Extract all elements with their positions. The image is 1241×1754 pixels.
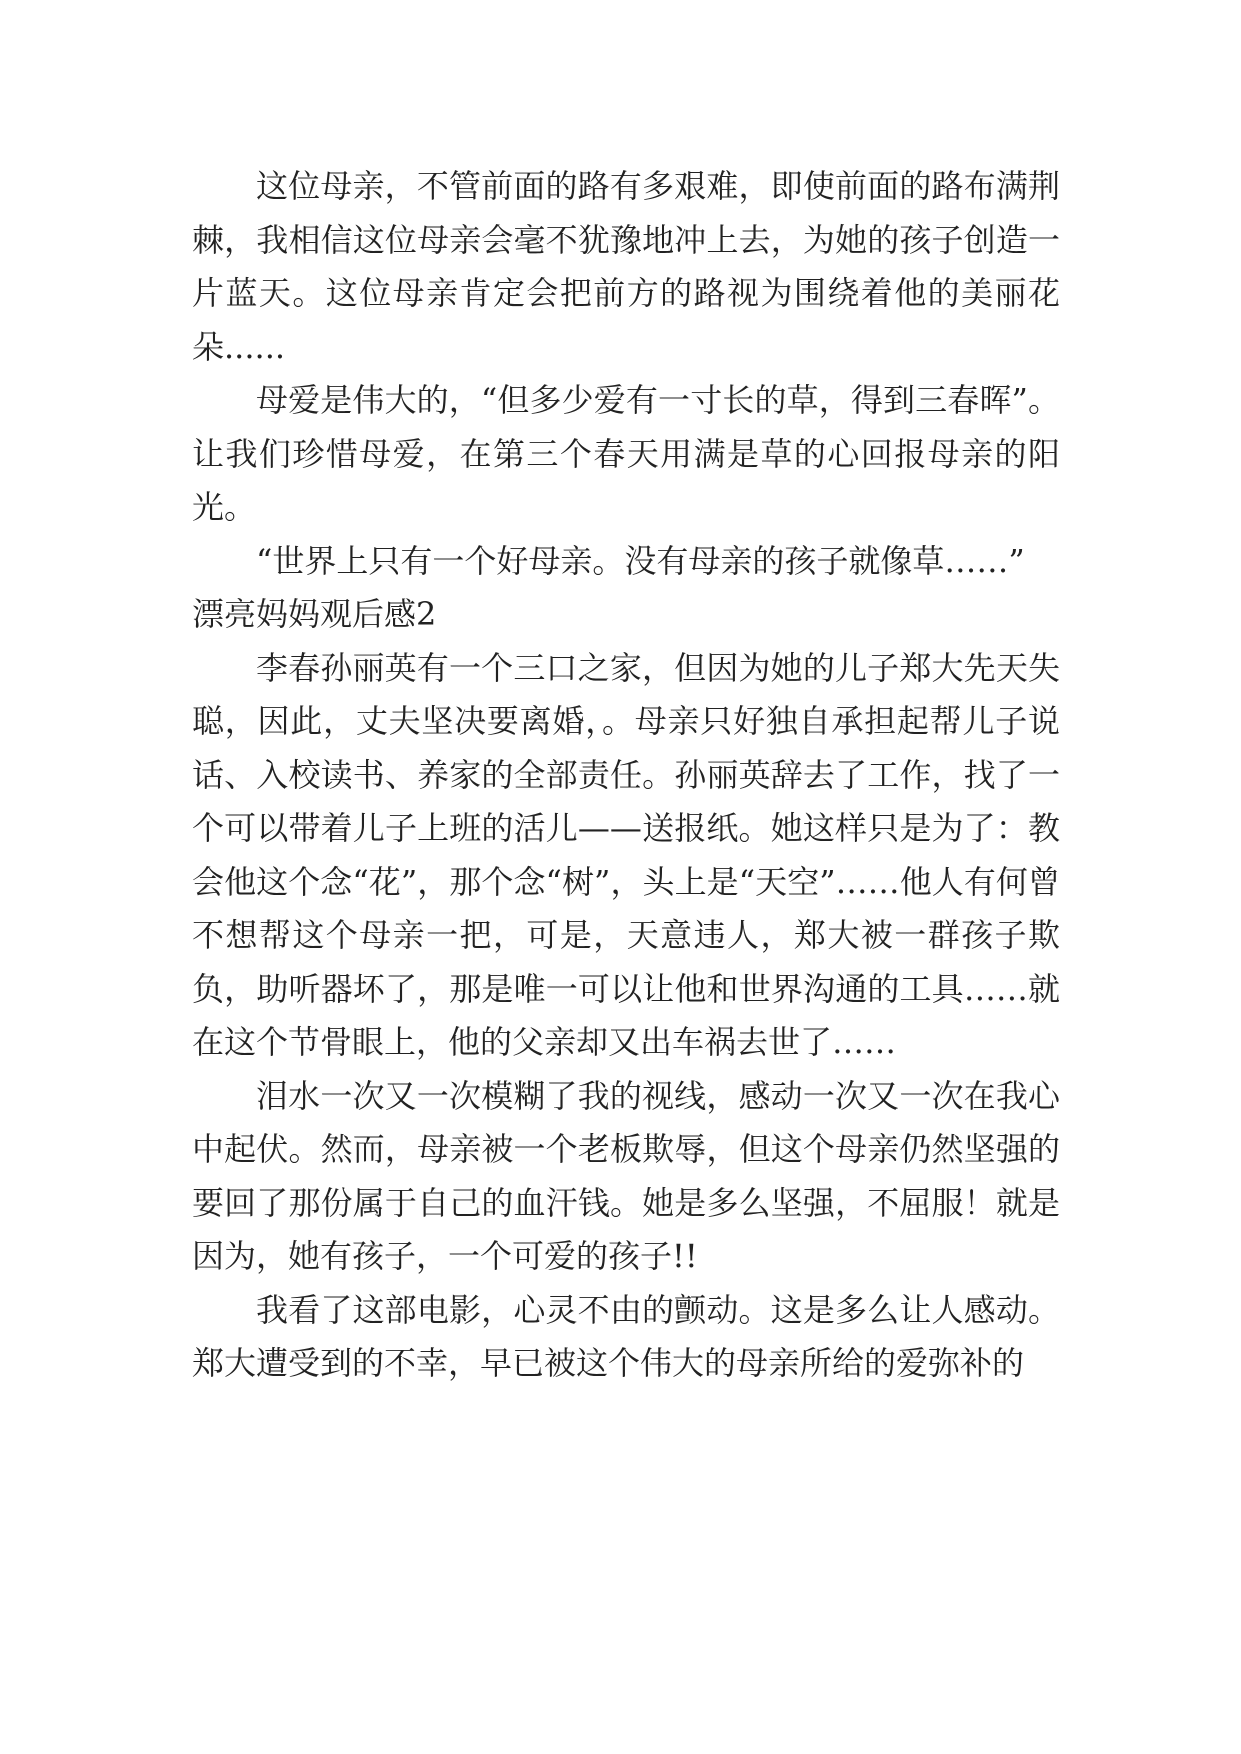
- document-body: [192, 160, 1060, 1391]
- paragraph-tears: 泪水一次又一次模糊了我的视线，感动一次又一次在我心中起伏。然而，母亲被一个老板欺辱，但这个母亲仍然坚强的要回了那份属于自己的血汗钱。她是多么坚强，不屈服！就是因为，她有孩子，一个可爱的孩子!!: [192, 1076, 1060, 1275]
- paragraph-quote: “世界上只有一个好母亲。没有母亲的孩子就像草……”: [256, 541, 1025, 580]
- paragraph-story: 李春孙丽英有一个三口之家，但因为她的儿子郑大先天失聪，因此，丈夫坚决要离婚，。母亲只好独自承担起帮儿子说话、入校读书、养家的全部责任。孙丽英辞去了工作，找了一个可以带着儿子上班的活儿——送报纸。她这样只是为了：教会他这个念“花”，那个念“树”，头上是“天空”……他人有何曾不想帮这个母亲一把，可是，天意违人，郑大被一群孩子欺负，助听器坏了，那是唯一可以让他和世界沟通的工具……就在这个节骨眼上，他的父亲却又出车祸去世了……: [192, 648, 1060, 1061]
- section-title: 漂亮妈妈观后感2: [192, 595, 437, 633]
- paragraph-mother-path: 这位母亲，不管前面的路有多艰难，即使前面的路布满荆棘，我相信这位母亲会毫不犹豫地冲上去，为她的孩子创造一片蓝天。这位母亲肯定会把前方的路视为围绕着他的美丽花朵......: [192, 167, 1060, 366]
- paragraph-mother-love: 母爱是伟大的，“但多少爱有一寸长的草，得到三春晖”。让我们珍惜母爱，在第三个春天用满是草的心回报母亲的阳光。: [192, 381, 1060, 526]
- paragraph-movie: 我看了这部电影，心灵不由的颤动。这是多么让人感动。郑大遭受到的不幸，早已被这个伟大的母亲所给的爱弥补的: [192, 1290, 1060, 1382]
